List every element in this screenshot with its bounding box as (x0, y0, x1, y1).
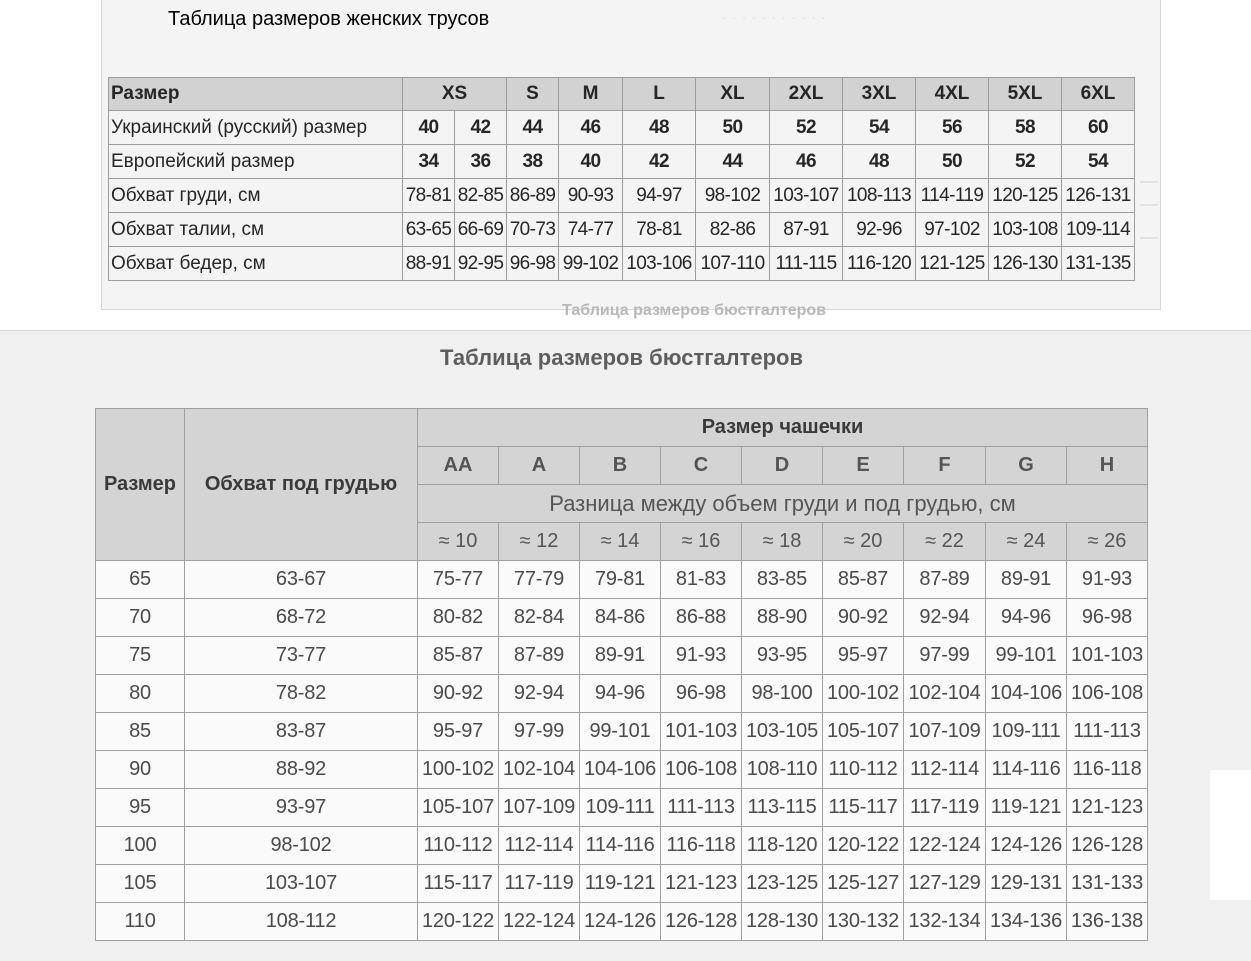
table-cell: 103-106 (623, 247, 696, 281)
difference-value: ≈ 18 (742, 523, 823, 561)
bust-range: 94-96 (986, 599, 1067, 637)
table-row (96, 827, 1148, 865)
bust-range: 128-130 (742, 903, 823, 941)
table-cell: 103-107 (770, 179, 843, 213)
table-row (109, 179, 1135, 213)
panties-table-title: Таблица размеров женских трусов (168, 8, 490, 30)
table-row (96, 903, 1148, 941)
table-cell: 116-120 (843, 247, 916, 281)
bust-range: 127-129 (904, 865, 986, 903)
header-size-5xl: 5XL (989, 78, 1062, 111)
bust-range: 100-102 (823, 675, 904, 713)
bust-range: 81-83 (661, 561, 742, 599)
header-row (96, 409, 1148, 447)
bust-range: 122-124 (904, 827, 986, 865)
table-row (109, 247, 1135, 281)
bust-range: 125-127 (823, 865, 904, 903)
bust-range: 91-93 (1067, 561, 1148, 599)
band-size: 70 (96, 599, 185, 637)
table-row (96, 865, 1148, 903)
header-size-6xl: 6XL (1062, 78, 1135, 111)
row-label: Европейский размер (109, 145, 403, 179)
bust-range: 89-91 (580, 637, 661, 675)
table-cell: 34 (403, 145, 455, 179)
band-size: 75 (96, 637, 185, 675)
bust-range: 106-108 (661, 751, 742, 789)
header-size-3xl: 3XL (843, 78, 916, 111)
table-cell: 46 (559, 111, 623, 145)
band-size: 95 (96, 789, 185, 827)
bust-range: 119-121 (580, 865, 661, 903)
bust-range: 126-128 (661, 903, 742, 941)
bust-range: 100-102 (418, 751, 499, 789)
table-cell: 99-102 (559, 247, 623, 281)
bust-range: 95-97 (823, 637, 904, 675)
header-size-s: S (507, 78, 559, 111)
bust-range: 84-86 (580, 599, 661, 637)
table-cell: 40 (403, 111, 455, 145)
table-cell: 82-86 (696, 213, 770, 247)
table-cell: 54 (843, 111, 916, 145)
difference-value: ≈ 24 (986, 523, 1067, 561)
bust-range: 85-87 (418, 637, 499, 675)
bust-range: 96-98 (1067, 599, 1148, 637)
table-cell: 52 (770, 111, 843, 145)
table-cell: 86-89 (507, 179, 559, 213)
underbust-range: 98-102 (185, 827, 418, 865)
cup-c: C (661, 447, 742, 485)
table-cell: 42 (455, 111, 507, 145)
underbust-range: 73-77 (185, 637, 418, 675)
bust-range: 93-95 (742, 637, 823, 675)
table-cell: 90-93 (559, 179, 623, 213)
cup-size-header: Размер чашечки (418, 409, 1148, 447)
table-cell: 42 (623, 145, 696, 179)
difference-value: ≈ 10 (418, 523, 499, 561)
bust-range: 79-81 (580, 561, 661, 599)
header-size-m: M (559, 78, 623, 111)
table-row (96, 789, 1148, 827)
cup-d: D (742, 447, 823, 485)
table-cell: 50 (916, 145, 989, 179)
bust-range: 90-92 (418, 675, 499, 713)
row-label: Украинский (русский) размер (109, 111, 403, 145)
bust-range: 112-114 (904, 751, 986, 789)
bust-range: 132-134 (904, 903, 986, 941)
difference-value: ≈ 14 (580, 523, 661, 561)
table-cell: 108-113 (843, 179, 916, 213)
bust-range: 86-88 (661, 599, 742, 637)
bust-range: 75-77 (418, 561, 499, 599)
bust-range: 117-119 (904, 789, 986, 827)
bust-range: 104-106 (580, 751, 661, 789)
bust-range: 105-107 (418, 789, 499, 827)
table-cell: 87-91 (770, 213, 843, 247)
row-label: Обхват бедер, см (109, 247, 403, 281)
bust-range: 94-96 (580, 675, 661, 713)
bust-range: 106-108 (1067, 675, 1148, 713)
bust-range: 80-82 (418, 599, 499, 637)
table-cell: 88-91 (403, 247, 455, 281)
band-size: 65 (96, 561, 185, 599)
bust-range: 118-120 (742, 827, 823, 865)
bust-range: 83-85 (742, 561, 823, 599)
bust-range: 101-103 (1067, 637, 1148, 675)
bust-range: 77-79 (499, 561, 580, 599)
table-cell: 44 (507, 111, 559, 145)
bust-range: 110-112 (418, 827, 499, 865)
bust-range: 109-111 (986, 713, 1067, 751)
table-cell: 52 (989, 145, 1062, 179)
row-label: Обхват груди, см (109, 179, 403, 213)
cropped-title-fragment: Таблица размеров бюстгалтеров (562, 302, 827, 319)
bust-range: 121-123 (1067, 789, 1148, 827)
band-size: 85 (96, 713, 185, 751)
decoration-shape (1210, 770, 1251, 900)
bust-range: 97-99 (499, 713, 580, 751)
table-row (96, 713, 1148, 751)
band-size: 80 (96, 675, 185, 713)
bust-range: 99-101 (986, 637, 1067, 675)
bust-range: 112-114 (499, 827, 580, 865)
bust-range: 114-116 (986, 751, 1067, 789)
bust-range: 111-113 (1067, 713, 1148, 751)
band-size: 100 (96, 827, 185, 865)
header-size-xs: XS (403, 78, 507, 111)
bust-range: 85-87 (823, 561, 904, 599)
bust-range: 114-116 (580, 827, 661, 865)
bust-range: 124-126 (580, 903, 661, 941)
table-cell: 54 (1062, 145, 1135, 179)
underbust-range: 83-87 (185, 713, 418, 751)
bra-size-table (95, 408, 1148, 941)
bust-range: 117-119 (499, 865, 580, 903)
table-cell: 121-125 (916, 247, 989, 281)
difference-value: ≈ 16 (661, 523, 742, 561)
table-cell: 107-110 (696, 247, 770, 281)
faded-text: · · · · · · · · · · · (722, 10, 827, 25)
table-cell: 92-96 (843, 213, 916, 247)
difference-value: ≈ 26 (1067, 523, 1148, 561)
bust-range: 95-97 (418, 713, 499, 751)
band-size: 105 (96, 865, 185, 903)
header-size-4xl: 4XL (916, 78, 989, 111)
bust-range: 104-106 (986, 675, 1067, 713)
band-size: 90 (96, 751, 185, 789)
table-cell: 126-130 (989, 247, 1062, 281)
bust-range: 87-89 (499, 637, 580, 675)
table-row (96, 675, 1148, 713)
bust-range: 122-124 (499, 903, 580, 941)
bust-range: 90-92 (823, 599, 904, 637)
bust-range: 98-100 (742, 675, 823, 713)
bra-table-title: Таблица размеров бюстгалтеров (439, 345, 804, 370)
divider (1140, 204, 1158, 206)
table-cell: 63-65 (403, 213, 455, 247)
table-row (96, 637, 1148, 675)
underbust-range: 63-67 (185, 561, 418, 599)
bust-range: 136-138 (1067, 903, 1148, 941)
cup-b: B (580, 447, 661, 485)
table-row (96, 599, 1148, 637)
bust-range: 91-93 (661, 637, 742, 675)
bust-range: 123-125 (742, 865, 823, 903)
table-row (109, 111, 1135, 145)
bust-range: 134-136 (986, 903, 1067, 941)
table-cell: 114-119 (916, 179, 989, 213)
bust-range: 102-104 (904, 675, 986, 713)
bust-range: 129-131 (986, 865, 1067, 903)
bust-range: 109-111 (580, 789, 661, 827)
bust-range: 124-126 (986, 827, 1067, 865)
bust-range: 115-117 (418, 865, 499, 903)
bust-difference-label: Разница между объем груди и под грудью, см (418, 485, 1148, 523)
cup-e: E (823, 447, 904, 485)
row-label: Обхват талии, см (109, 213, 403, 247)
bust-range: 101-103 (661, 713, 742, 751)
difference-value: ≈ 20 (823, 523, 904, 561)
table-cell: 36 (455, 145, 507, 179)
bust-range: 96-98 (661, 675, 742, 713)
table-cell: 103-108 (989, 213, 1062, 247)
bust-range: 116-118 (661, 827, 742, 865)
table-cell: 38 (507, 145, 559, 179)
table-row (109, 213, 1135, 247)
cup-h: H (1067, 447, 1148, 485)
table-cell: 109-114 (1062, 213, 1135, 247)
underbust-range: 88-92 (185, 751, 418, 789)
table-cell: 46 (770, 145, 843, 179)
bust-range: 88-90 (742, 599, 823, 637)
table-cell: 58 (989, 111, 1062, 145)
divider (1140, 181, 1158, 183)
table-cell: 60 (1062, 111, 1135, 145)
table-row (109, 145, 1135, 179)
table-cell: 82-85 (455, 179, 507, 213)
table-cell: 78-81 (623, 213, 696, 247)
table-cell: 92-95 (455, 247, 507, 281)
bust-range: 92-94 (904, 599, 986, 637)
table-cell: 44 (696, 145, 770, 179)
table-cell: 131-135 (1062, 247, 1135, 281)
difference-value: ≈ 22 (904, 523, 986, 561)
bust-range: 92-94 (499, 675, 580, 713)
table-cell: 40 (559, 145, 623, 179)
table-cell: 74-77 (559, 213, 623, 247)
divider (1140, 237, 1158, 239)
cup-a: A (499, 447, 580, 485)
table-cell: 98-102 (696, 179, 770, 213)
table-cell: 50 (696, 111, 770, 145)
panties-size-table (108, 77, 1135, 281)
bust-range: 120-122 (823, 827, 904, 865)
header-size-2xl: 2XL (770, 78, 843, 111)
bust-range: 130-132 (823, 903, 904, 941)
table-row (96, 751, 1148, 789)
table-cell: 48 (623, 111, 696, 145)
bust-range: 111-113 (661, 789, 742, 827)
header-size-l: L (623, 78, 696, 111)
bust-range: 120-122 (418, 903, 499, 941)
bust-range: 113-115 (742, 789, 823, 827)
bust-range: 116-118 (1067, 751, 1148, 789)
table-row (96, 561, 1148, 599)
header-size-xl: XL (696, 78, 770, 111)
bust-range: 102-104 (499, 751, 580, 789)
cup-f: F (904, 447, 986, 485)
table-cell: 111-115 (770, 247, 843, 281)
table-cell: 78-81 (403, 179, 455, 213)
difference-value: ≈ 12 (499, 523, 580, 561)
table-cell: 66-69 (455, 213, 507, 247)
bust-range: 107-109 (904, 713, 986, 751)
table-header-row (109, 78, 1135, 111)
table-cell: 56 (916, 111, 989, 145)
col-size-header: Размер (96, 409, 185, 561)
col-underbust-header: Обхват под грудью (185, 409, 418, 561)
underbust-range: 103-107 (185, 865, 418, 903)
table-cell: 97-102 (916, 213, 989, 247)
bust-range: 99-101 (580, 713, 661, 751)
bust-range: 119-121 (986, 789, 1067, 827)
bust-range: 82-84 (499, 599, 580, 637)
bust-range: 89-91 (986, 561, 1067, 599)
bust-range: 108-110 (742, 751, 823, 789)
table-cell: 96-98 (507, 247, 559, 281)
bust-range: 131-133 (1067, 865, 1148, 903)
table-cell: 94-97 (623, 179, 696, 213)
cup-aa: AA (418, 447, 499, 485)
underbust-range: 78-82 (185, 675, 418, 713)
bust-range: 110-112 (823, 751, 904, 789)
bust-range: 115-117 (823, 789, 904, 827)
underbust-range: 93-97 (185, 789, 418, 827)
cup-g: G (986, 447, 1067, 485)
bust-range: 97-99 (904, 637, 986, 675)
bust-range: 121-123 (661, 865, 742, 903)
bust-range: 105-107 (823, 713, 904, 751)
bust-range: 87-89 (904, 561, 986, 599)
bust-range: 107-109 (499, 789, 580, 827)
table-cell: 70-73 (507, 213, 559, 247)
header-size-label: Размер (109, 78, 403, 111)
table-cell: 126-131 (1062, 179, 1135, 213)
underbust-range: 108-112 (185, 903, 418, 941)
underbust-range: 68-72 (185, 599, 418, 637)
bust-range: 103-105 (742, 713, 823, 751)
table-cell: 48 (843, 145, 916, 179)
band-size: 110 (96, 903, 185, 941)
bust-range: 126-128 (1067, 827, 1148, 865)
table-cell: 120-125 (989, 179, 1062, 213)
